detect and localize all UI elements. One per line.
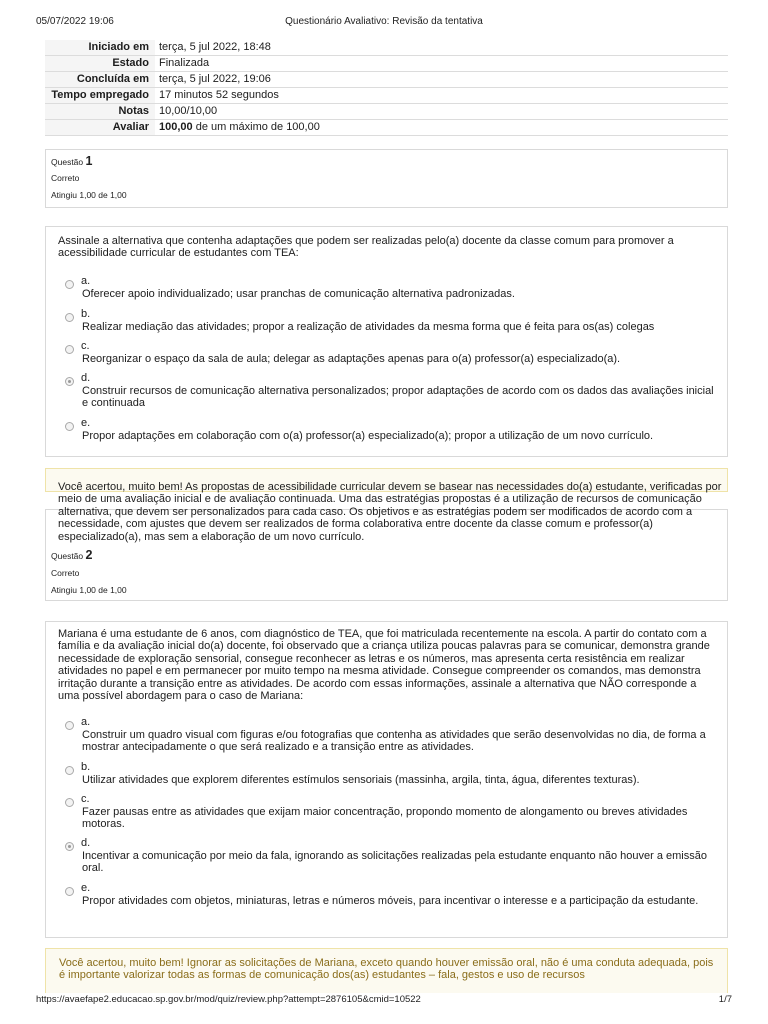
radio-button-selected[interactable] — [65, 377, 74, 386]
option-letter: c. — [81, 793, 90, 805]
grade-max: de um máximo de 100,00 — [192, 121, 320, 133]
print-title: Questionário Avaliativo: Revisão da tentativa — [285, 16, 483, 27]
radio-button[interactable] — [65, 345, 74, 354]
question-number — [51, 154, 92, 168]
attempt-summary-table — [45, 40, 728, 136]
feedback-box-2 — [45, 948, 728, 993]
option-text: Utilizar atividades que explorem diferentes estímulos sensoriais (massinha, argila, tinta, água, diferentes texturas). — [82, 773, 640, 786]
question-content-2 — [45, 621, 728, 938]
question-grade: Atingiu 1,00 de 1,00 — [51, 585, 127, 595]
radio-button[interactable] — [65, 280, 74, 289]
question-label: Questão — [51, 157, 84, 167]
option-text: Propor adaptações em colaboração com o(a) professor(a) especializado(a); propor a utilização de um novo currículo. — [82, 429, 654, 442]
summary-value: 10,00/10,00 — [155, 104, 728, 120]
question-info-1 — [45, 149, 728, 208]
radio-button[interactable] — [65, 798, 74, 807]
radio-button[interactable] — [65, 721, 74, 730]
summary-row-time — [45, 88, 728, 104]
option-letter: e. — [81, 417, 91, 429]
summary-label: Notas — [45, 104, 155, 120]
summary-row-started — [45, 40, 728, 56]
option-letter: e. — [81, 882, 91, 894]
option-letter: d. — [81, 372, 91, 384]
summary-row-completed — [45, 72, 728, 88]
option-text: Construir recursos de comunicação alternativa personalizados; propor adaptações de acordo com os dados das avaliações inicial e continuada — [82, 384, 714, 409]
question-content-1 — [45, 226, 728, 457]
question-text: Assinale a alternativa que contenha adaptações que podem ser realizadas pelo(a) docente da classe comum para promover a acessibilidade curricular de estudantes com TEA: — [58, 235, 674, 260]
question-grade: Atingiu 1,00 de 1,00 — [51, 190, 127, 200]
summary-value — [155, 120, 728, 136]
grade-score: 100,00 — [159, 121, 193, 133]
radio-button[interactable] — [65, 766, 74, 775]
radio-button-selected[interactable] — [65, 842, 74, 851]
summary-label: Concluída em — [45, 72, 155, 88]
option-letter: a. — [81, 716, 91, 728]
radio-button[interactable] — [65, 887, 74, 896]
option-text: Oferecer apoio individualizado; usar pranchas de comunicação alternativa padronizadas. — [82, 287, 515, 300]
radio-button[interactable] — [65, 313, 74, 322]
option-text: Realizar mediação das atividades; propor a realização de atividades da mesma forma que é feita para os(as) colegas — [82, 320, 655, 333]
print-date: 05/07/2022 19:06 — [36, 16, 114, 27]
feedback-text-1: Você acertou, muito bem! As propostas de acessibilidade curricular devem se basear nas necessidades do(a) estudante, verificadas por meio de uma avaliação inicial e de avaliação continuada. Uma das estratégias propostas é a utilização de recursos de comunicação alternativa, que devem ser personalizados para cada caso. Os objetivos e as estratégias podem ser modificados de acordo com a necessidade, com ajustes que devem ser realizados de forma colaborativa entre docente da classe comum e professor(a) especializado(a), mas sem a elaboração de um novo currículo. — [58, 481, 722, 543]
summary-label: Estado — [45, 56, 155, 72]
summary-row-state — [45, 56, 728, 72]
question-label: Questão — [51, 551, 84, 561]
print-url: https://avaefape2.educacao.sp.gov.br/mod/quiz/review.php?attempt=2876105&cmid=10522 — [36, 994, 421, 1005]
print-header — [36, 16, 732, 32]
summary-value: terça, 5 jul 2022, 19:06 — [155, 72, 728, 88]
option-letter: d. — [81, 837, 91, 849]
option-text: Reorganizar o espaço da sala de aula; delegar as adaptações apenas para o(a) professor(a) especializado(a). — [82, 352, 621, 365]
radio-button[interactable] — [65, 422, 74, 431]
question-number — [51, 548, 92, 562]
question-number-value: 1 — [85, 154, 93, 168]
question-number-value: 2 — [85, 548, 93, 562]
option-letter: c. — [81, 340, 90, 352]
summary-row-marks — [45, 104, 728, 120]
summary-label: Tempo empregado — [45, 88, 155, 104]
summary-value: Finalizada — [155, 56, 728, 72]
summary-row-grade — [45, 120, 728, 136]
feedback-text-2: Você acertou, muito bem! Ignorar as solicitações de Mariana, exceto quando houver emissão oral, não é uma conduta adequada, pois é importante valorizar todas as formas de comunicação dos(as) estudantes – fala, gestos e uso de recursos — [59, 957, 714, 982]
question-text: Mariana é uma estudante de 6 anos, com diagnóstico de TEA, que foi matriculada recentemente na escola. A partir do contato com a família e da avaliação inicial do(a) docente, foi observado que a criança utiliza poucas palavras para se comunicar, demonstra grande necessidade de exploração sensorial, consegue reconhecer as letras e os números, mas apresenta certa resistência em realizar atividades no papel e em permanecer por muito tempo na mesma atividade. Consegue compreender os comandos, mas demonstra irritação durante a transição entre as atividades. De acordo com essas informações, assinale a alternativa que NÃO corresponde a uma possível abordagem para o caso de Mariana: — [58, 628, 710, 703]
summary-label: Avaliar — [45, 120, 155, 136]
summary-value: 17 minutos 52 segundos — [155, 88, 728, 104]
option-text: Fazer pausas entre as atividades que exijam maior concentração, propondo momento de alongamento ou breves atividades motoras. — [82, 805, 688, 830]
question-state: Correto — [51, 173, 80, 183]
option-text: Construir um quadro visual com figuras e/ou fotografias que contenha as atividades que serão desenvolvidas no dia, de forma a mostrar antecipadamente o que será realizado e a transição entre as atividades. — [82, 728, 706, 753]
summary-value: terça, 5 jul 2022, 18:48 — [159, 41, 271, 53]
summary-label: Iniciado em — [45, 40, 155, 56]
page-number: 1/7 — [718, 994, 732, 1005]
option-text: Propor atividades com objetos, miniaturas, letras e números móveis, para incentivar o interesse e a participação da estudante. — [82, 894, 699, 907]
question-state: Correto — [51, 568, 80, 578]
option-letter: a. — [81, 275, 91, 287]
option-text: Incentivar a comunicação por meio da fala, ignorando as solicitações realizadas pela estudante enquanto não houver a emissão oral. — [82, 849, 707, 874]
option-letter: b. — [81, 308, 91, 320]
option-letter: b. — [81, 761, 91, 773]
